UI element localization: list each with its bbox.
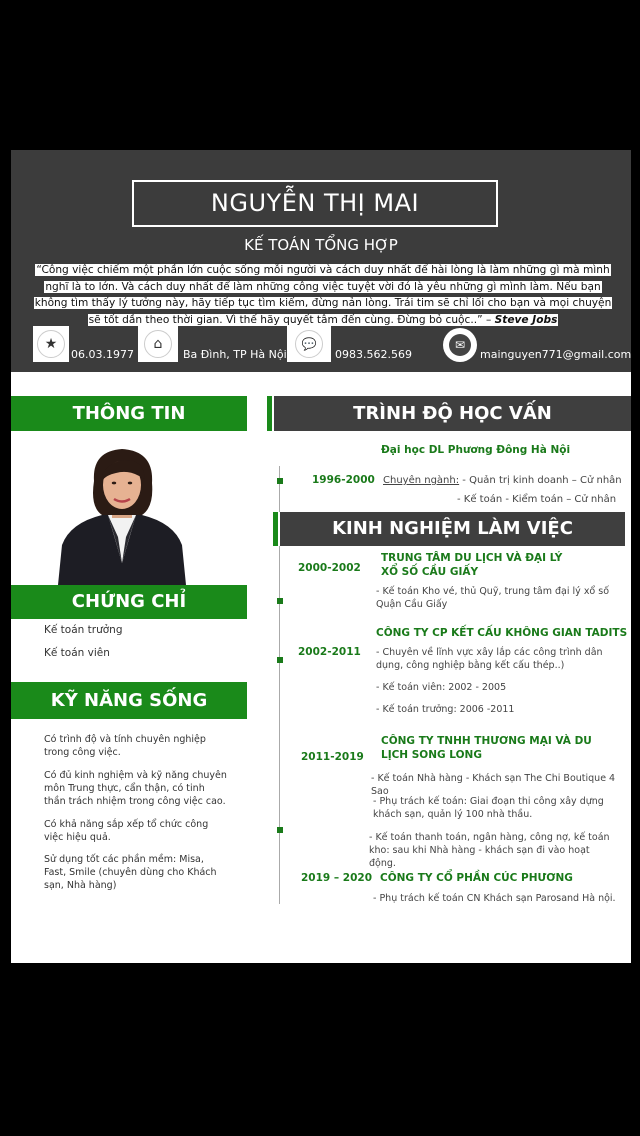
job-item: - Kế toán trưởng: 2006 -2011	[376, 704, 515, 715]
email-contact	[443, 326, 631, 362]
job-item: - Kế toán thanh toán, ngân hàng, công nợ, kế toán kho: sau khi Nhà hàng - khách sạn đi vào hoạt động.	[369, 832, 610, 869]
address-contact	[138, 326, 298, 362]
job-company: TRUNG TÂM DU LỊCH VÀ ĐẠI LÝ XỔ SỐ CẦU GIẤY	[381, 552, 563, 578]
education-heading: TRÌNH ĐỘ HỌC VẤN	[274, 396, 631, 431]
job-years: 2019 – 2020	[301, 872, 373, 884]
major-label: Chuyên ngành:	[383, 475, 460, 486]
skill-item: Có trình độ và tính chuyên nghiệp trong công việc.	[44, 734, 206, 758]
timeline-line	[279, 466, 280, 512]
email: mainguyen771@gmail.com	[480, 348, 631, 361]
phone: 0983.562.569	[335, 348, 412, 361]
quote-author: Steve Jobs	[494, 313, 558, 326]
job-years: 2011-2019	[301, 751, 364, 763]
name-title: NGUYỄN THỊ MAI	[132, 180, 498, 227]
skill-item: Sử dụng tốt các phần mềm: Misa, Fast, Smile (chuyên dùng cho Khách sạn, Nhà hàng)	[44, 854, 217, 891]
mail-icon: ✉	[443, 328, 477, 362]
cert-item: Kế toán viên	[44, 647, 110, 659]
school-name: Đại học DL Phương Đông Hà Nội	[381, 444, 571, 456]
skill-item: Có khả năng sắp xếp tổ chức công việc hiệu quả.	[44, 819, 209, 843]
info-heading: THÔNG TIN	[11, 396, 247, 431]
job-item: - Kế toán viên: 2002 - 2005	[376, 682, 507, 693]
job-years: 2002-2011	[298, 646, 361, 658]
job-company: CÔNG TY TNHH THƯƠNG MẠI VÀ DU LỊCH SONG LONG	[381, 735, 592, 761]
education-accent-bar	[267, 396, 272, 431]
experience-accent-bar	[273, 512, 278, 546]
star-icon: ★	[33, 326, 69, 362]
job-years: 2000-2002	[298, 562, 361, 574]
skills-heading: KỸ NĂNG SỐNG	[11, 682, 247, 719]
phone-contact	[287, 326, 437, 362]
cert-heading: CHỨNG CHỈ	[11, 585, 247, 619]
job-item: - Kế toán Kho vé, thủ Quỹ, trung tâm đại lý xổ số Quận Cầu Giấy	[376, 586, 610, 610]
education-years: 1996-2000	[312, 474, 375, 486]
cert-item: Kế toán trưởng	[44, 624, 123, 636]
job-title: KẾ TOÁN TỔNG HỢP	[244, 236, 398, 254]
experience-heading: KINH NGHIỆM LÀM VIỆC	[280, 512, 625, 546]
job-item: - Kế toán Nhà hàng - Khách sạn The Chi Boutique 4 Sao	[371, 773, 616, 797]
resume-header	[11, 150, 631, 372]
chat-icon: 💬	[287, 326, 331, 362]
quote-text: “Công việc chiếm một phần lớn cuộc sống mỗi người và cách duy nhất để hài lòng là làm những gì mà mình nghĩ là to lớn. Và cách duy nhất để làm những công việc tuyệt vời đó là yêu những gì mình làm. Nếu bạn không tìm thấy lý tưởng này, hãy tiếp tục tìm kiếm, đừng nản lòng. Trái tim sẽ chỉ lối cho bạn và mọi chuyện sẽ tốt dần theo thời gian. Vì thế hãy quyết tâm đến cùng. Đừng bỏ cuộc..” –	[34, 264, 612, 326]
timeline-dot	[277, 657, 283, 663]
birthdate: 06.03.1977	[71, 348, 134, 361]
profile-photo	[56, 445, 188, 585]
job-item: - Phụ trách kế toán CN Khách sạn Parosand Hà nội.	[373, 893, 616, 904]
timeline-dot	[277, 478, 283, 484]
major-item: - Quản trị kinh doanh – Cử nhân	[462, 475, 622, 486]
address: Ba Đình, TP Hà Nội	[183, 348, 287, 361]
home-icon: ⌂	[138, 326, 178, 362]
skill-item: Có đủ kinh nghiệm và kỹ năng chuyên môn Trung thực, cẩn thận, có tinh thần trách nhiệm trong công việc cao.	[44, 770, 227, 807]
job-item: - Chuyên về lĩnh vực xây lắp các công trình dân dụng, công nghiệp bằng kết cấu thép..)	[376, 647, 603, 671]
quote	[33, 262, 613, 328]
major-item: - Kế toán - Kiểm toán – Cử nhân	[457, 494, 617, 505]
timeline-dot	[277, 827, 283, 833]
timeline-dot	[277, 598, 283, 604]
birthdate-contact	[33, 326, 153, 362]
job-company: CÔNG TY CỔ PHẦN CÚC PHƯƠNG	[380, 872, 573, 884]
job-item: - Phụ trách kế toán: Giai đoạn thi công xây dựng khách sạn, quản lý 100 nhà thầu.	[373, 796, 604, 820]
job-company: CÔNG TY CP KẾT CẤU KHÔNG GIAN TADITS	[376, 627, 628, 639]
resume-sheet	[11, 150, 631, 963]
